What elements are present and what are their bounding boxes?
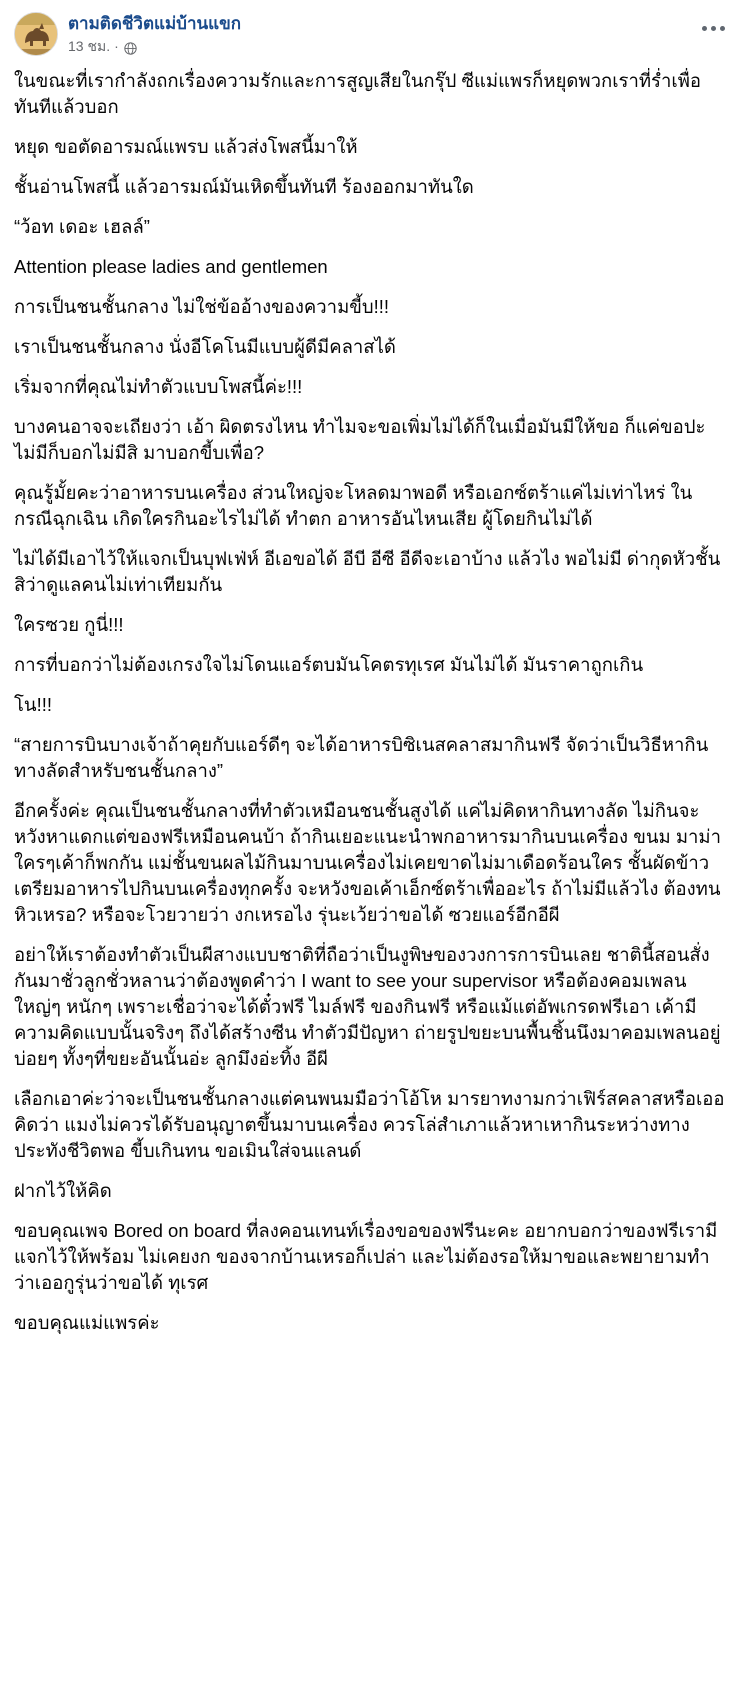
post-body [14, 64, 730, 1336]
post-paragraph: คุณรู้มั้ยคะว่าอาหารบนเครื่อง ส่วนใหญ่จะโหลดมาพอดี หรือเอกซ์ตร้าแค่ไม่เท่าไหร่ ในกรณีฉุกเฉิน เกิดใครกินอะไรไม่ได้ ทำตก อาหารอันไหนเสีย ผู้โดยกินไม่ได้ [14, 482, 693, 529]
more-dot [711, 26, 716, 31]
more-dot [702, 26, 707, 31]
post-paragraph: ขอบคุณแม่แพรค่ะ [14, 1312, 160, 1333]
post-paragraph: เริ่มจากที่คุณไม่ทำตัวแบบโพสนี้ค่ะ!!! [14, 376, 303, 397]
post-paragraph: ขอบคุณเพจ Bored on board ที่ลงคอนเทนท์เรื่องขอของฟรีนะคะ อยากบอกว่าของฟรีเรามีแจกไว้ให้พร้อม ไม่เคยงก ของจากบ้านเหรอก็เปล่า และไม่ต้องรอให้มาขอและพยายามทำว่าเออกูรุ่นว่าขอได้ ทุเรศ [14, 1220, 718, 1293]
post-header-text [68, 12, 241, 55]
post-paragraph: Attention please ladies and gentlemen [14, 256, 328, 277]
post-paragraph: เราเป็นชนชั้นกลาง นั่งอีโคโนมีแบบผู้ดีมีคลาสได้ [14, 336, 396, 357]
post-paragraph: ไม่ได้มีเอาไว้ให้แจกเป็นบุฟเฟ่ห์ อีเอขอได้ อีบี อีซี อีดีจะเอาบ้าง แล้วไง พอไม่มี ด่ากุดหัวชั้นสิว่าดูแลคนไม่เท่าเทียมกัน [14, 548, 721, 595]
post-header [14, 0, 730, 64]
post-timestamp[interactable]: 13 ชม. [68, 38, 111, 54]
more-dot [720, 26, 725, 31]
meta-separator: · [114, 38, 119, 54]
post-paragraph: ฝากไว้ให้คิด [14, 1180, 112, 1201]
post-paragraph: เลือกเอาค่ะว่าจะเป็นชนชั้นกลางแต่คนพนมมือว่าโอ้โห มารยาทงามกว่าเฟิร์สคลาสหรือเออคิดว่า แมงไม่ควรได้รับอนุญาตขึ้นมาบนเครื่อง ควรโล่สำเภาแล้วหาเหากินระหว่างทางประทังชีวิตพอ ขี้บเกินทน ขอเมินใส่จนแลนด์ [14, 1088, 725, 1161]
camel-avatar-icon [15, 13, 58, 56]
post-paragraph: บางคนอาจจะเถียงว่า เอ้า ผิดตรงไหน ทำไมจะขอเพิ่มไม่ได้ก็ในเมื่อมันมีให้ขอ ก็แค่ขอปะ ไม่มีก็บอกไม่มีสิ มาบอกขี้บเพื่อ? [14, 416, 711, 463]
post-paragraph: “ว้อท เดอะ เฮลล์” [14, 216, 150, 237]
post-paragraph: โน!!! [14, 694, 53, 715]
post-paragraph: “สายการบินบางเจ้าถ้าคุยกับแอร์ดีๆ จะได้อาหารบิซิเนสคลาสมากินฟรี จัดว่าเป็นวิธีหากินทางลัดสำหรับชนชั้นกลาง” [14, 734, 709, 781]
globe-icon [124, 41, 137, 54]
post-paragraph: อีกครั้งค่ะ คุณเป็นชนชั้นกลางที่ทำตัวเหมือนชนชั้นสูงได้ แค่ไม่คิดหากินทางลัด ไม่กินจะหวังหาแดกแต่ของฟรีเหมือนคนบ้า ถ้ากินเยอะแนะนำพกอาหารมากินบนเครื่อง ขนม มาม่า ใครๆเค้าก็พกกัน แม่ชั้นขนผลไม้กินมาบนเครื่องไม่เคยขาดไม่มาเดือดร้อนใคร ชั้นผัดข้าวเตรียมอาหารไปกินบนเครื่องทุกครั้ง จะหวังขอเค้าเอ็กซ์ตร้าเพื่ออะไร ถ้าไม่มีแล้วไง ต้องทนหิวเหรอ? หรือจะโวยวายว่า งกเหรอไง รุ่นะเว้ยว่าขอได้ ซวยแอร์อีกอีผี [14, 800, 727, 925]
post-paragraph: หยุด ขอตัดอารมณ์แพรบ แล้วส่งโพสนี้มาให้ [14, 136, 358, 157]
post-paragraph: อย่าให้เราต้องทำตัวเป็นผีสางแบบชาติที่ถือว่าเป็นงูพิษของวงการการบินเลย ชาตินี้สอนสั่งกันมาชั่วลูกชั่วหลานว่าต้องพูดคำว่า I want to see your supervisor หรือต้องคอมเพลนใหญ่ๆ หนักๆ เพราะเชื่อว่าจะได้ตั๋วฟรี ไมล์ฟรี ของกินฟรี หรือแม้แต่อัพเกรดฟรีเอา เค้ามีความคิดแบบนั้นจริงๆ ถึงได้สร้างซีน ทำตัวมีปัญหา ถ่ายรูปขยะบนพื้นชิ้นนึงมาคอมเพลนอยู่บ่อยๆ ทั้งๆที่ขยะอันนั้นอ่ะ ลูกมึงอ่ะทิ้ง อีผี [14, 944, 721, 1069]
post-paragraph: ใครซวย กูนี่!!! [14, 614, 124, 635]
post-paragraph: การเป็นชนชั้นกลาง ไม่ใช่ข้ออ้างของความขี้บ!!! [14, 296, 390, 317]
page-name[interactable]: ตามติดชีวิตแม่บ้านแขก [68, 14, 241, 33]
post-paragraph: การที่บอกว่าไม่ต้องเกรงใจไม่โดนแอร์ตบมันโคตรทุเรศ มันไม่ได้ มันราคาถูกเกิน [14, 654, 644, 675]
avatar[interactable] [14, 12, 58, 56]
post-meta [68, 37, 241, 55]
ellipsis-horizontal-icon[interactable] [696, 16, 730, 40]
post-paragraph: ในขณะที่เรากำลังถกเรื่องความรักและการสูญเสียในกรุ๊ป ซีแม่แพรก็หยุดพวกเราที่ร่ำเพื่อทันทีแล้วบอก [14, 70, 702, 117]
post-paragraph: ชั้นอ่านโพสนี้ แล้วอารมณ์มันเหิดขึ้นทันที ร้องออกมาทันใด [14, 176, 474, 197]
